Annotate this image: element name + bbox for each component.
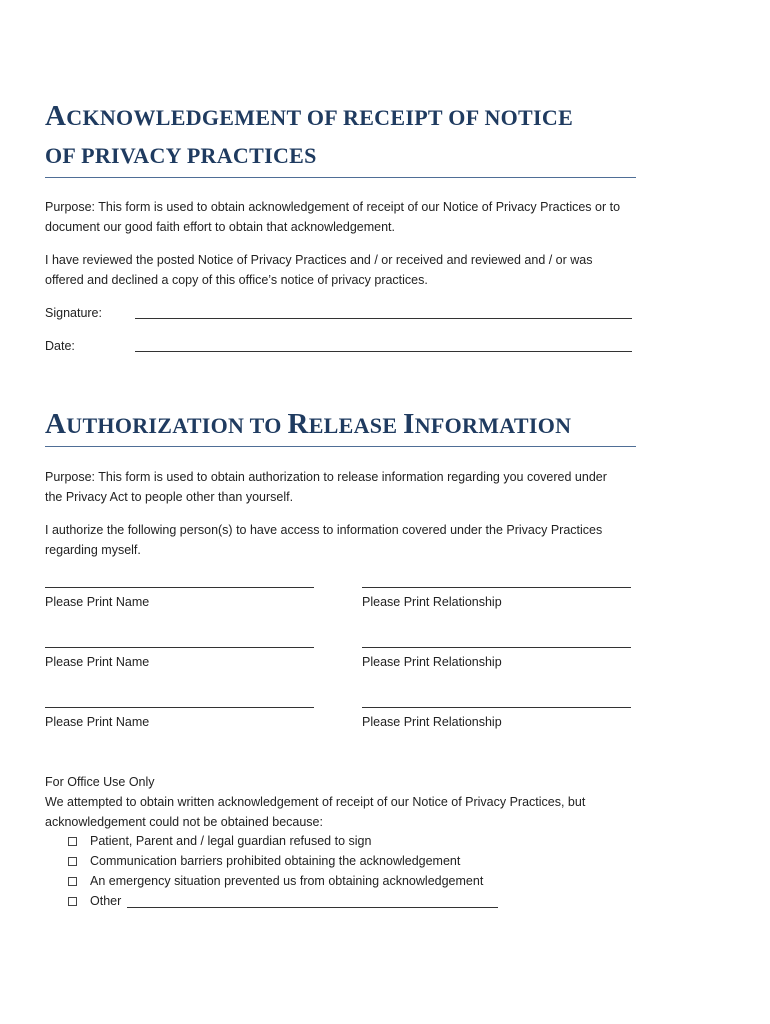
relationship-field-3[interactable] <box>362 707 631 708</box>
auth-purpose-line2: the Privacy Act to people other than yourself. <box>45 490 294 504</box>
ack-purpose-line1: Purpose: This form is used to obtain acknowledgement of receipt of our Notice of Privacy Practices or to <box>45 200 621 214</box>
auth-title-part2: ELEASE <box>308 413 404 438</box>
ack-title-initial: A <box>45 100 67 132</box>
auth-statement <box>45 520 645 560</box>
name-field-3[interactable] <box>45 707 314 708</box>
auth-title <box>45 404 571 449</box>
date-field[interactable] <box>135 351 632 352</box>
date-label: Date: <box>45 339 75 353</box>
auth-title-part1: UTHORIZATION TO <box>66 413 288 438</box>
signature-field[interactable] <box>135 318 632 319</box>
name-caption-2: Please Print Name <box>45 655 150 669</box>
ack-statement-line2: offered and declined a copy of this office’s notice of privacy practices. <box>45 273 428 287</box>
auth-purpose-line1: Purpose: This form is used to obtain authorization to release information regarding you covered under <box>45 470 607 484</box>
other-reason-field[interactable] <box>127 907 498 908</box>
auth-title-initial-i: I <box>403 408 415 440</box>
ack-title-line1 <box>45 96 573 141</box>
communication-option-label: Communication barriers prohibited obtaining the acknowledgement <box>90 854 461 868</box>
relationship-caption-3: Please Print Relationship <box>362 715 502 729</box>
ack-title-rule <box>45 177 636 178</box>
office-use-line2: acknowledgement could not be obtained because: <box>45 815 323 829</box>
emergency-checkbox[interactable] <box>68 877 77 886</box>
other-checkbox[interactable] <box>68 897 77 906</box>
ack-statement-line1: I have reviewed the posted Notice of Privacy Practices and / or received and reviewed and / or was <box>45 253 593 267</box>
auth-purpose <box>45 467 645 507</box>
auth-title-initial-a: A <box>45 408 67 440</box>
ack-statement <box>45 250 645 290</box>
name-caption-1: Please Print Name <box>45 595 150 609</box>
name-field-1[interactable] <box>45 587 314 588</box>
communication-checkbox[interactable] <box>68 857 77 866</box>
auth-statement-line1: I authorize the following person(s) to have access to information covered under the Privacy Practices <box>45 523 603 537</box>
other-option-label: Other <box>90 894 122 908</box>
relationship-caption-2: Please Print Relationship <box>362 655 502 669</box>
refused-option-label: Patient, Parent and / legal guardian refused to sign <box>90 834 372 848</box>
office-use-heading: For Office Use Only <box>45 775 155 789</box>
ack-title-rest: CKNOWLEDGEMENT OF RECEIPT OF NOTICE <box>66 105 574 130</box>
relationship-field-2[interactable] <box>362 647 631 648</box>
office-use-line1: We attempted to obtain written acknowledgement of receipt of our Notice of Privacy Practices, but <box>45 795 586 809</box>
office-use-block <box>45 772 645 832</box>
auth-title-part3: NFORMATION <box>414 413 572 438</box>
emergency-option-label: An emergency situation prevented us from obtaining acknowledgement <box>90 874 484 888</box>
relationship-caption-1: Please Print Relationship <box>362 595 502 609</box>
name-field-2[interactable] <box>45 647 314 648</box>
name-caption-3: Please Print Name <box>45 715 150 729</box>
relationship-field-1[interactable] <box>362 587 631 588</box>
auth-statement-line2: regarding myself. <box>45 543 141 557</box>
refused-checkbox[interactable] <box>68 837 77 846</box>
ack-purpose-line2: document our good faith effort to obtain that acknowledgement. <box>45 220 395 234</box>
signature-label: Signature: <box>45 306 102 320</box>
ack-title-line2-text: OF PRIVACY PRACTICES <box>45 143 317 168</box>
auth-title-rule <box>45 446 636 447</box>
auth-title-initial-r: R <box>287 408 309 440</box>
ack-purpose <box>45 197 645 237</box>
ack-title-line2 <box>45 136 317 179</box>
